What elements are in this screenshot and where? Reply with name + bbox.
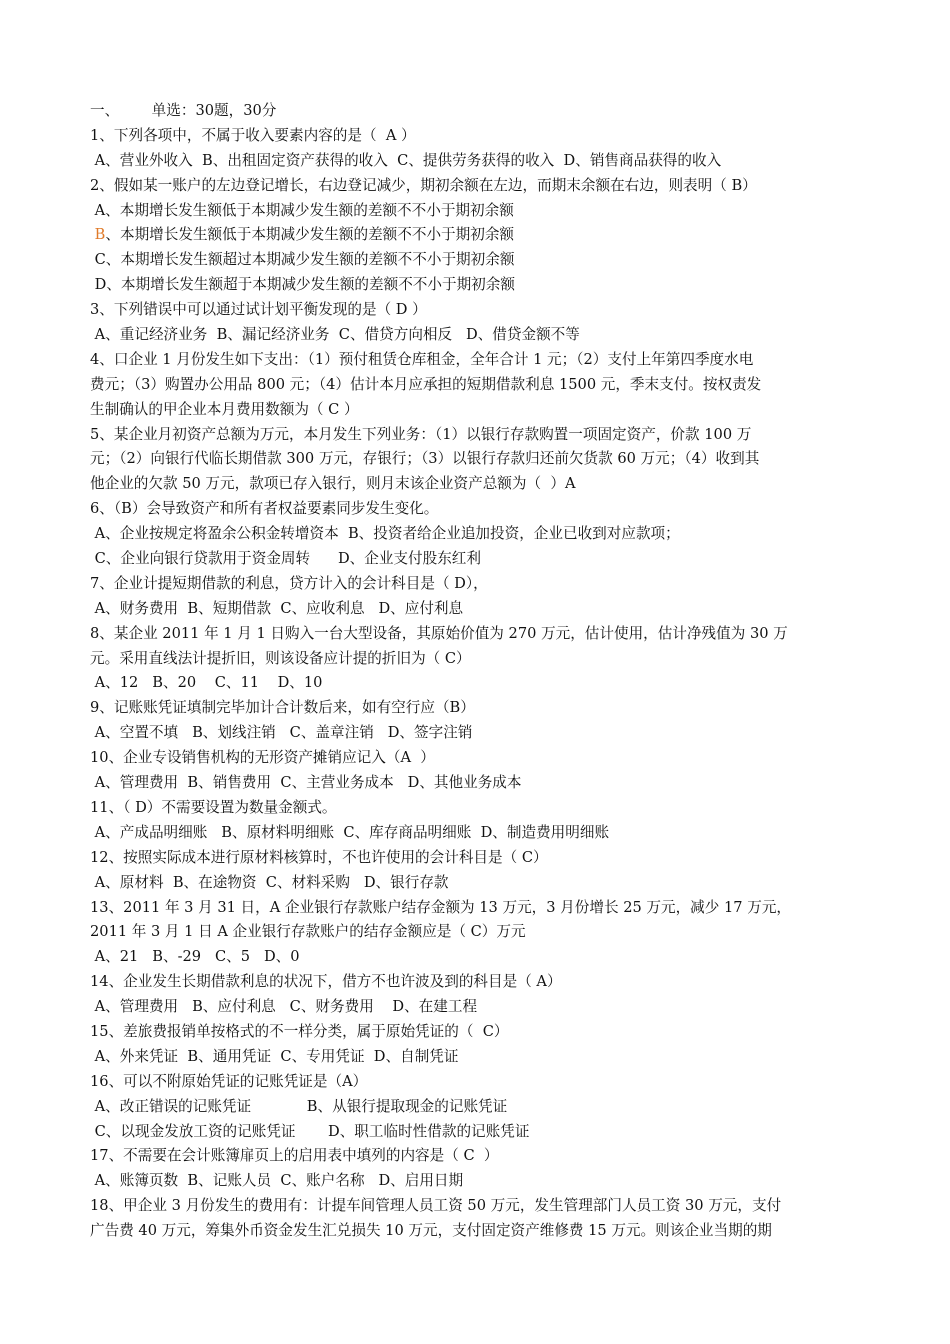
question-2-option-d: D、本期增长发生额超于本期减少发生额的差额不不小于期初余额	[90, 276, 515, 294]
question-5-line-3: 他企业的欠款 50 万元，款项已存入银行，则月末该企业资产总额为（ ）A	[90, 475, 576, 493]
question-4-line-2: 费元；（3）购置办公用品 800 元；（4）估计本月应承担的短期借款利息 1500 元，季末支付。按权责发	[90, 375, 762, 393]
question-2-option-b	[90, 223, 880, 248]
question-1-options: A、营业外收入 B、出租固定资产获得的收入 C、提供劳务获得的收入 D、销售商品获得的收入	[90, 151, 722, 169]
question-7-options: A、财务费用 B、短期借款 C、应收利息 D、应付利息	[90, 599, 464, 617]
question-5-line-2: 元；（2）向银行代临长期借款 300 万元，存银行；（3）以银行存款归还前欠货款 60 万元；（4）收到其	[90, 450, 760, 468]
question-18-line-2: 广告费 40 万元，筹集外币资金发生汇兑损失 10 万元，支付固定资产维修费 15 万元。则该企业当期的期	[90, 1222, 772, 1240]
section-heading: 一、 单选：30题，30分	[90, 102, 277, 119]
document-body	[90, 99, 880, 1244]
option-b-letter: B	[90, 226, 106, 244]
question-9: 9、记账账凭证填制完毕加计合计数后来，如有空行应（B）	[90, 699, 475, 717]
question-9-options: A、空置不填 B、划线注销 C、盖章注销 D、签字注销	[90, 724, 473, 742]
question-12-options: A、原材料 B、在途物资 C、材料采购 D、银行存款	[90, 873, 449, 891]
question-6-options-ab: A、企业按规定将盈余公积金转增资本 B、投资者给企业追加投资，企业已收到对应款项；	[90, 525, 680, 543]
question-8-line-1: 8、某企业 2011 年 1 月 1 日购入一台大型设备，其原始价值为 270 万元，估计使用，估计净残值为 30 万	[90, 624, 788, 642]
question-4-line-1: 4、口企业 1 月份发生如下支出：（1）预付租赁仓库租金，全年合计 1 元；（2）支付上年第四季度水电	[90, 350, 754, 368]
question-10: 10、企业专设销售机构的无形资产摊销应记入（A ）	[90, 749, 435, 767]
question-16-options-cd: C、以现金发放工资的记账凭证 D、职工临时性借款的记账凭证	[90, 1122, 530, 1140]
question-16: 16、可以不附原始凭证的记账凭证是（A）	[90, 1072, 368, 1090]
question-3: 3、下列错误中可以通过试计划平衡发现的是（ D ）	[90, 301, 427, 319]
question-14: 14、企业发生长期借款利息的状况下，借方不也许波及到的科目是（ A）	[90, 973, 562, 991]
question-13-options: A、21 B、-29 C、5 D、0	[90, 948, 300, 966]
question-4-line-3: 生制确认的甲企业本月费用数额为（ C ）	[90, 400, 359, 418]
question-11-options: A、产成品明细账 B、原材料明细账 C、库存商品明细账 D、制造费用明细账	[90, 823, 610, 841]
question-14-options: A、管理费用 B、应付利息 C、财务费用 D、在建工程	[90, 998, 478, 1016]
question-17-options: A、账簿页数 B、记账人员 C、账户名称 D、启用日期	[90, 1172, 464, 1190]
question-16-options-ab: A、改正错误的记账凭证 B、从银行提取现金的记账凭证	[90, 1097, 508, 1115]
question-2: 2、假如某一账户的左边登记增长，右边登记减少，期初余额在左边，而期末余额在右边，则表明（ B）	[90, 176, 757, 194]
question-13-line-1: 13、2011 年 3 月 31 日，A 企业银行存款账户结存金额为 13 万元，3 月份增长 25 万元，减少 17 万元，	[90, 898, 792, 916]
question-17: 17、不需要在会计账簿扉页上的启用表中填列的内容是（ C ）	[90, 1147, 499, 1165]
question-2-option-c: C、本期增长发生额超过本期减少发生额的差额不不小于期初余额	[90, 251, 515, 269]
question-18-line-1: 18、甲企业 3 月份发生的费用有：计提车间管理人员工资 50 万元，发生管理部门人员工资 30 万元，支付	[90, 1197, 782, 1215]
question-8-options: A、12 B、20 C、11 D、10	[90, 674, 323, 692]
option-b-text: 、本期增长发生额低于本期减少发生额的差额不不小于期初余额	[105, 226, 515, 244]
question-11: 11、（ D）不需要设置为数量金额式。	[90, 798, 337, 816]
question-10-options: A、管理费用 B、销售费用 C、主营业务成本 D、其他业务成本	[90, 774, 522, 792]
question-6-options-cd: C、企业向银行贷款用于资金周转 D、企业支付股东红利	[90, 550, 481, 568]
question-12: 12、按照实际成本进行原材料核算时，不也许使用的会计科目是（ C）	[90, 848, 548, 866]
question-2-option-a: A、本期增长发生额低于本期减少发生额的差额不不小于期初余额	[90, 201, 514, 219]
question-3-options: A、重记经济业务 B、漏记经济业务 C、借贷方向相反 D、借贷金额不等	[90, 326, 580, 344]
question-15-options: A、外来凭证 B、通用凭证 C、专用凭证 D、自制凭证	[90, 1047, 459, 1065]
question-7: 7、企业计提短期借款的利息，贷方计入的会计科目是（ D），	[90, 574, 488, 592]
question-15: 15、差旅费报销单按格式的不一样分类，属于原始凭证的（ C）	[90, 1022, 509, 1040]
question-13-line-2: 2011 年 3 月 1 日 A 企业银行存款账户的结存金额应是（ C）万元	[90, 923, 526, 941]
question-8-line-2: 元。采用直线法计提折旧，则该设备应计提的折旧为（ C）	[90, 649, 471, 667]
question-6: 6、（B）会导致资产和所有者权益要素同步发生变化。	[90, 500, 439, 518]
question-5-line-1: 5、某企业月初资产总额为万元，本月发生下列业务：（1）以银行存款购置一项固定资产，价款 100 万	[90, 425, 752, 443]
question-1: 1、下列各项中，不属于收入要素内容的是（ A ）	[90, 126, 416, 144]
